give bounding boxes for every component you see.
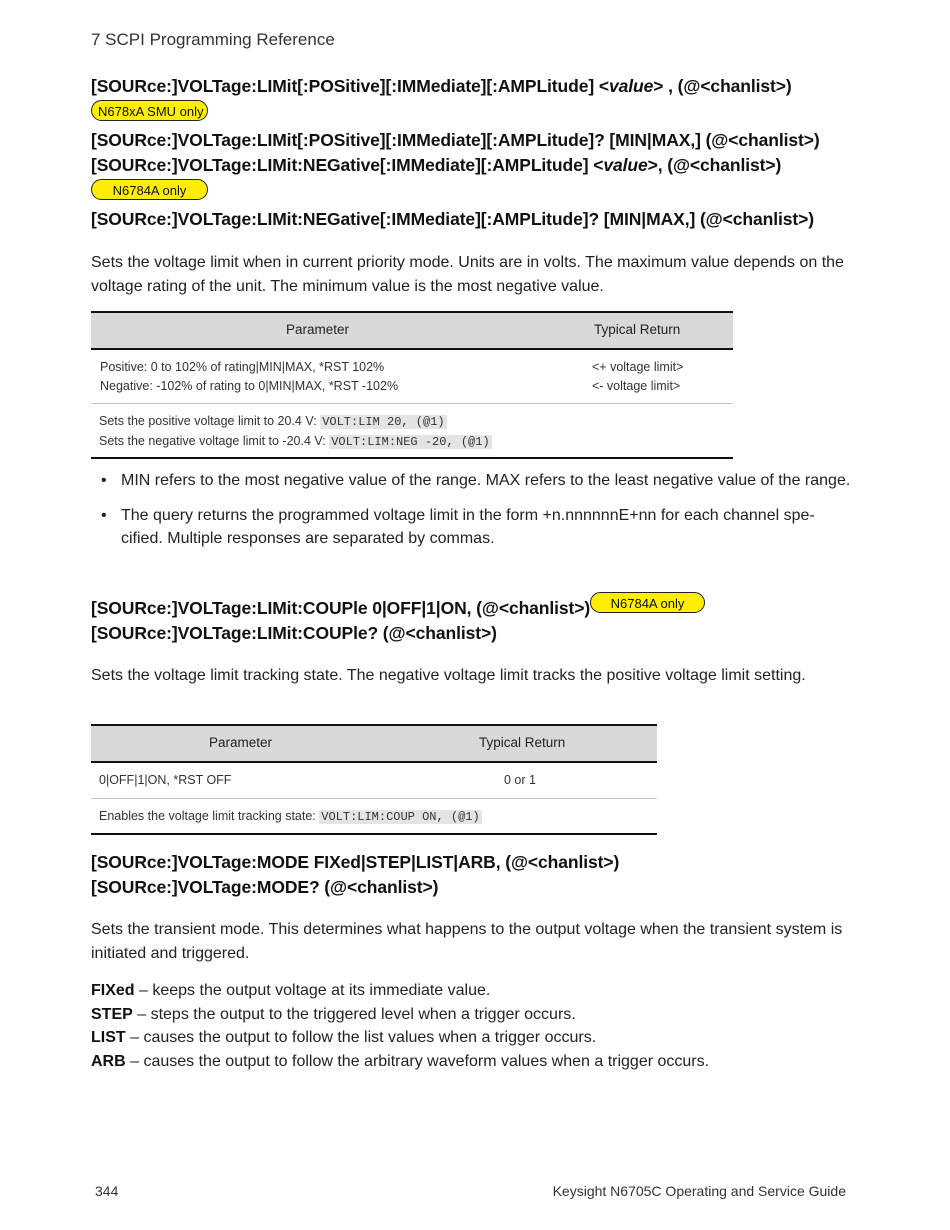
column-header-parameter: Parameter: [209, 735, 273, 750]
parameter-table-voltage-limit: [91, 311, 733, 459]
description-voltage-mode: Sets the transient mode. This determines what happens to the output voltage when the transient system is initiated and triggered.: [91, 921, 843, 962]
model-badge-n6784a: N6784A only: [91, 179, 208, 200]
command-voltage-limit-negative-query: [SOURce:]VOLTage:LIMit:NEGative[:IMMediate][:AMPLitude]? [MIN|MAX,] (@<chanlist>): [91, 209, 814, 229]
list-item: • The query returns the programmed voltage limit in the form +n.nnnnnnE+nn for each channel spe-cified. Multiple responses are separated by commas.: [101, 506, 815, 547]
parameter-cell: 0|OFF|1|ON, *RST OFF: [99, 773, 232, 787]
command-voltage-limit-couple-query: [SOURce:]VOLTage:LIMit:COUPle? (@<chanlist>): [91, 623, 497, 643]
table-row-example: [91, 799, 657, 833]
page-number: 344: [95, 1183, 119, 1199]
command-voltage-mode-query: [SOURce:]VOLTage:MODE? (@<chanlist>): [91, 877, 439, 897]
command-voltage-limit-positive: [SOURce:]VOLTage:LIMit[:POSitive][:IMMediate][:AMPLitude] <value> , (@<chanlist>): [91, 76, 792, 96]
model-badge-smu: N678xA SMU only: [91, 100, 208, 121]
mode-definitions: [91, 979, 851, 1073]
notes-list: [91, 469, 851, 562]
example-cell: Enables the voltage limit tracking state: VOLT:LIM:COUP ON, (@1): [99, 809, 480, 824]
command-voltage-limit-positive-query: [SOURce:]VOLTage:LIMit[:POSitive][:IMMediate][:AMPLitude]? [MIN|MAX,] (@<chanlist>): [91, 130, 820, 150]
list-item: • MIN refers to the most negative value of the range. MAX refers to the least negative value of the range.: [101, 472, 851, 489]
command-voltage-limit-negative: [SOURce:]VOLTage:LIMit:NEGative[:IMMediate][:AMPLitude] <value>, (@<chanlist>): [91, 155, 782, 175]
list-item: ARB – causes the output to follow the arbitrary waveform values when a trigger occurs.: [91, 1052, 710, 1070]
table-header: [91, 726, 657, 763]
example-code: VOLT:LIM:NEG -20, (@1): [331, 435, 490, 449]
column-header-typical-return: Typical Return: [479, 735, 566, 750]
column-header-typical-return: Typical Return: [594, 322, 681, 337]
guide-title: Keysight N6705C Operating and Service Guide: [552, 1183, 846, 1199]
return-cell: 0 or 1: [504, 773, 536, 787]
list-item: FIXed – keeps the output voltage at its immediate value.: [91, 982, 491, 999]
table-row: [91, 763, 657, 799]
table-header: [91, 313, 733, 350]
section-header: 7 SCPI Programming Reference: [91, 30, 335, 49]
example-cell: Sets the positive voltage limit to 20.4 V: VOLT:LIM 20, (@1) Sets the negative voltage limit to -20.4 V: VOLT:LIM:NEG -20, (@1): [99, 414, 490, 449]
list-item: LIST – causes the output to follow the list values when a trigger occurs.: [91, 1029, 597, 1046]
example-code: VOLT:LIM:COUP ON, (@1): [321, 810, 480, 824]
parameter-cell: Positive: 0 to 102% of rating|MIN|MAX, *RST 102% Negative: -102% of rating to 0|MIN|MAX, *RST -102%: [100, 360, 399, 393]
model-badge-n6784a: N6784A only: [590, 592, 705, 613]
list-item: STEP – steps the output to the triggered level when a trigger occurs.: [91, 1005, 576, 1023]
description-voltage-limit-couple: Sets the voltage limit tracking state. The negative voltage limit tracks the positive voltage limit setting.: [91, 667, 806, 684]
table-row-example: [91, 404, 733, 457]
return-cell: <+ voltage limit> <- voltage limit>: [592, 360, 684, 393]
command-voltage-limit-couple: [SOURce:]VOLTage:LIMit:COUPle 0|OFF|1|ON, (@<chanlist>): [91, 598, 591, 618]
table-row: [91, 350, 733, 404]
command-voltage-mode: [SOURce:]VOLTage:MODE FIXed|STEP|LIST|ARB, (@<chanlist>): [91, 852, 620, 872]
column-header-parameter: Parameter: [286, 322, 350, 337]
example-code: VOLT:LIM 20, (@1): [322, 415, 445, 429]
description-voltage-limit: Sets the voltage limit when in current priority mode. Units are in volts. The maximum value depends on the voltage rating of the unit. The minimum value is the most negative value.: [91, 254, 844, 295]
parameter-table-couple: [91, 724, 657, 835]
